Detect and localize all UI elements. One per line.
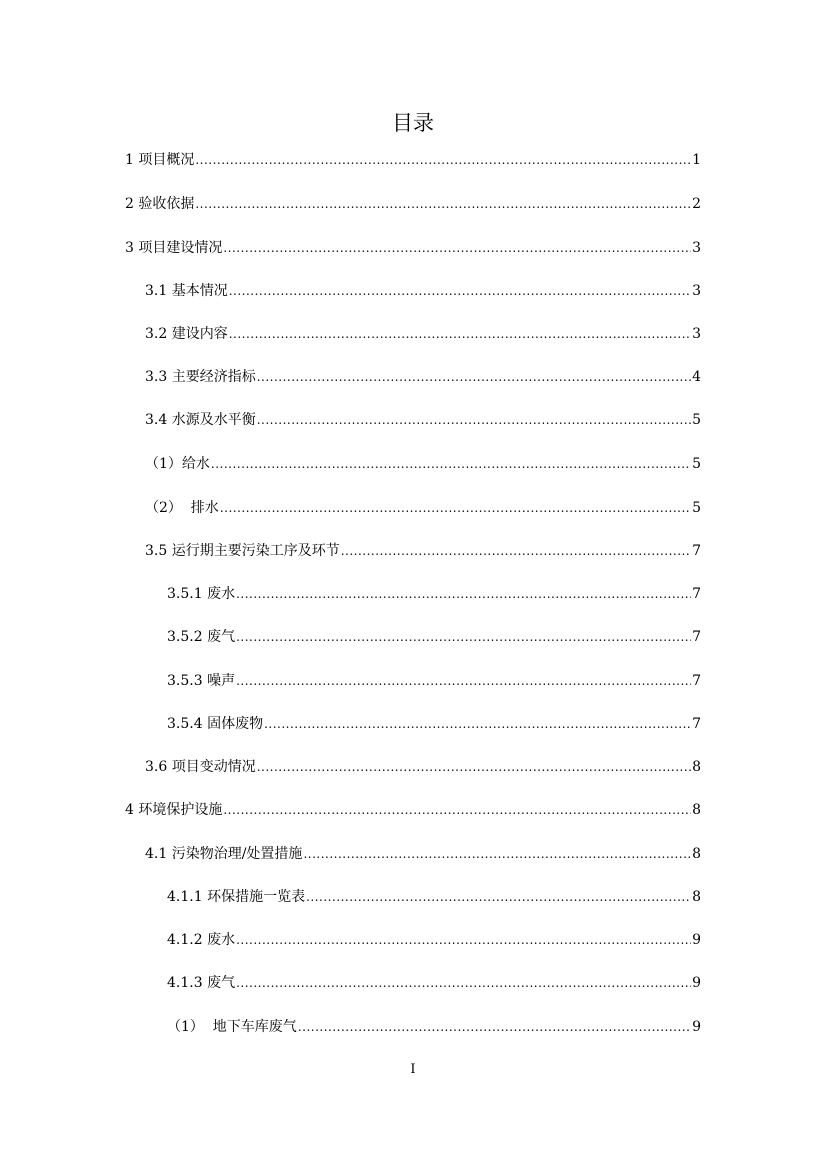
toc-entry[interactable] <box>167 580 701 608</box>
toc-leader <box>264 710 691 738</box>
toc-entry-text: 3.3 主要经济指标 <box>145 369 256 385</box>
toc-entry-text: 3.5.1 废水 <box>167 586 236 602</box>
toc-entry-page: 5 <box>692 500 701 516</box>
toc-entry-text: 3.5.4 固体废物 <box>167 716 264 732</box>
toc-entry-page: 8 <box>692 759 701 775</box>
toc-leader <box>303 840 691 868</box>
toc-entry-page: 8 <box>692 802 701 818</box>
footer-page-number: I <box>410 1062 416 1077</box>
toc-entry-page: 9 <box>692 975 701 991</box>
toc-entry-text: 3.4 水源及水平衡 <box>145 412 256 428</box>
toc-entry-text: （2） 排水 <box>145 500 219 516</box>
toc-entry-page: 7 <box>692 673 701 689</box>
toc-entry[interactable] <box>145 450 701 478</box>
toc-entry-text: 3.2 建设内容 <box>145 326 228 342</box>
toc-entry-text: 4 环境保护设施 <box>125 802 223 818</box>
toc-leader <box>195 146 691 174</box>
toc-entry[interactable] <box>167 883 701 911</box>
toc-entry[interactable] <box>167 1013 701 1041</box>
toc-entry-text: 3.5 运行期主要污染工序及环节 <box>145 543 340 559</box>
toc-entry-page: 7 <box>692 716 701 732</box>
toc-entry[interactable] <box>145 406 701 434</box>
toc-entry-text: 4.1.1 环保措施一览表 <box>167 889 306 905</box>
toc-entry-page: 8 <box>692 889 701 905</box>
toc-entry-text: 4.1.2 废水 <box>167 932 236 948</box>
toc-leader <box>220 494 691 522</box>
page-title: 目录 <box>392 111 434 135</box>
toc-entry-page: 7 <box>692 586 701 602</box>
toc-leader <box>223 234 691 262</box>
toc-entry[interactable] <box>145 363 701 391</box>
toc-entry-text: 3.6 项目变动情况 <box>145 759 256 775</box>
toc-entry-page: 3 <box>692 240 701 256</box>
toc-entry-page: 9 <box>692 1019 701 1035</box>
toc-entry[interactable] <box>145 840 701 868</box>
toc-leader <box>223 796 691 824</box>
toc-entry-text: 3.1 基本情况 <box>145 283 228 299</box>
toc-entry-text: 4.1 污染物治理/处置措施 <box>145 846 303 862</box>
toc-entry-page: 2 <box>692 196 701 212</box>
toc-entry-text: （1） 地下车库废气 <box>167 1019 297 1035</box>
toc-entry-page: 7 <box>692 629 701 645</box>
toc-entry-text: 3.5.2 废气 <box>167 629 236 645</box>
toc-leader <box>195 190 691 218</box>
toc-entry-page: 3 <box>692 326 701 342</box>
toc-entry-page: 5 <box>692 456 701 472</box>
toc-entry-text: （1）给水 <box>145 456 210 472</box>
toc-entry[interactable] <box>125 190 701 218</box>
toc-entry-page: 8 <box>692 846 701 862</box>
toc-entry-text: 3 项目建设情况 <box>125 240 223 256</box>
toc-entry-page: 7 <box>692 543 701 559</box>
toc-entry[interactable] <box>125 234 701 262</box>
toc-entry[interactable] <box>145 537 701 565</box>
toc-leader <box>236 969 691 997</box>
toc-leader <box>257 753 691 781</box>
toc-leader <box>229 277 691 305</box>
toc-entry-text: 3.5.3 噪声 <box>167 673 236 689</box>
toc-entry-page: 4 <box>692 369 701 385</box>
toc-entry[interactable] <box>167 710 701 738</box>
toc-leader <box>229 320 691 348</box>
toc-entry[interactable] <box>167 926 701 954</box>
toc-entry[interactable] <box>167 623 701 651</box>
toc-entry[interactable] <box>145 494 701 522</box>
toc-leader <box>257 406 691 434</box>
toc-entry[interactable] <box>167 667 701 695</box>
toc-leader <box>236 580 691 608</box>
toc-leader <box>236 667 691 695</box>
toc-entry-text: 2 验收依据 <box>125 196 195 212</box>
toc-entry[interactable] <box>125 146 701 174</box>
toc-leader <box>306 883 691 911</box>
toc-entry-text: 1 项目概况 <box>125 152 195 168</box>
toc-entry-page: 5 <box>692 412 701 428</box>
toc-entry[interactable] <box>145 277 701 305</box>
toc-leader <box>257 363 691 391</box>
toc-leader <box>341 537 691 565</box>
toc-entry-page: 3 <box>692 283 701 299</box>
toc-entry-page: 1 <box>692 152 701 168</box>
toc-leader <box>236 926 691 954</box>
toc-leader <box>211 450 691 478</box>
toc-entry[interactable] <box>125 796 701 824</box>
toc-leader <box>298 1013 691 1041</box>
toc-entry[interactable] <box>167 969 701 997</box>
toc-entry[interactable] <box>145 320 701 348</box>
toc-entry-page: 9 <box>692 932 701 948</box>
toc-entry[interactable] <box>145 753 701 781</box>
toc-entry-text: 4.1.3 废气 <box>167 975 236 991</box>
toc-leader <box>236 623 691 651</box>
